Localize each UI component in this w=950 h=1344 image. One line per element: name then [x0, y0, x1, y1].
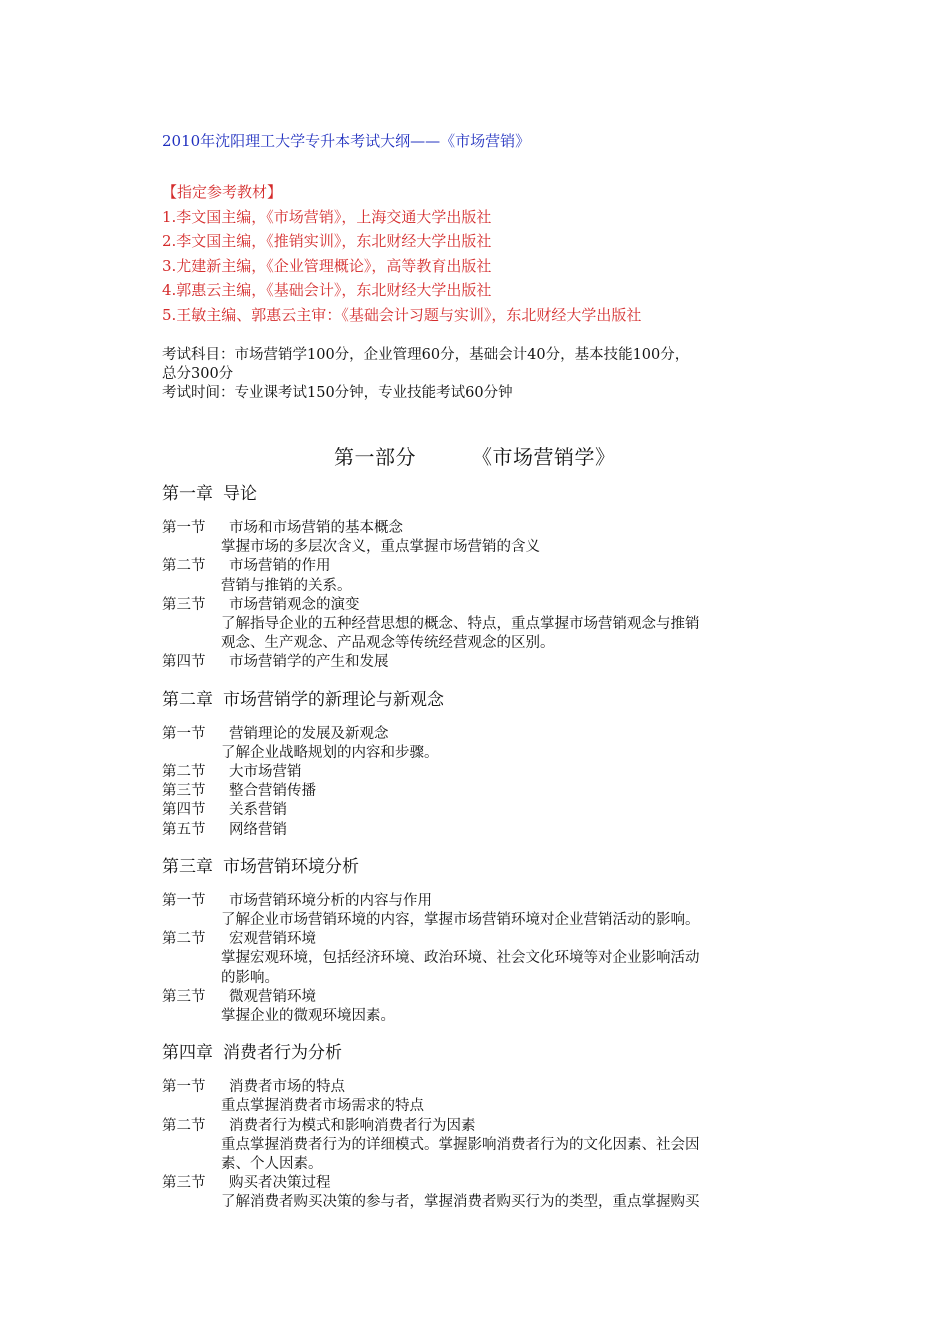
- section-description: 重点掌握消费者市场需求的特点: [221, 1098, 424, 1115]
- section-title: 市场营销的作用: [229, 558, 331, 575]
- section-description: 营销与推销的关系。: [221, 577, 352, 594]
- section-title: 大市场营销: [229, 764, 302, 781]
- section-list: [162, 892, 802, 1026]
- document-title: 2010年沈阳理工大学专升本考试大纲——《市场营销》: [162, 132, 531, 150]
- section-description: 掌握市场的多层次含义，重点掌握市场营销的含义: [221, 539, 540, 556]
- section-number: 第二节: [162, 931, 206, 948]
- section-row: [162, 782, 802, 801]
- reference-item: 4.郭惠云主编，《基础会计》，东北财经大学出版社: [162, 281, 492, 299]
- section-row: [162, 1174, 802, 1193]
- chapter-number: 第四章: [162, 1043, 213, 1064]
- section-title: 整合营销传播: [229, 783, 316, 800]
- section-number: 第三节: [162, 988, 206, 1005]
- reference-item: 3.尤建新主编，《企业管理概论》，高等教育出版社: [162, 256, 492, 275]
- section-title: 关系营销: [229, 802, 287, 819]
- section-title: 网络营销: [229, 821, 287, 838]
- section-row: [162, 892, 802, 911]
- reference-item: 2.李文国主编，《推销实训》，东北财经大学出版社: [162, 232, 492, 250]
- reference-item: 1.李文国主编，《市场营销》，上海交通大学出版社: [162, 207, 492, 226]
- section-row: [162, 519, 802, 538]
- section-number: 第一节: [162, 1079, 206, 1096]
- section-title: 购买者决策过程: [229, 1175, 331, 1192]
- section-number: 第二节: [162, 558, 206, 575]
- chapter-title: 导论: [223, 484, 257, 504]
- section-row: [162, 930, 802, 949]
- chapter-block: [162, 690, 802, 840]
- section-title: 市场和市场营销的基本概念: [229, 520, 403, 536]
- section-number: 第一节: [162, 520, 206, 536]
- chapter-title: 市场营销环境分析: [223, 856, 359, 877]
- section-title: 市场营销观念的演变: [229, 596, 360, 613]
- section-description: 掌握宏观环境，包括经济环境、政治环境、社会文化环境等对企业影响活动: [221, 950, 700, 967]
- section-number: 第一节: [162, 892, 206, 909]
- section-description: 了解企业战略规划的内容和步骤。: [221, 744, 439, 761]
- section-row: [162, 801, 802, 820]
- part-heading: [334, 441, 616, 470]
- section-number: 第三节: [162, 783, 206, 800]
- section-row: [162, 988, 802, 1007]
- section-row: [162, 763, 802, 782]
- section-description: 了解企业市场营销环境的内容，掌握市场营销环境对企业营销活动的影响。: [221, 912, 700, 929]
- section-number: 第二节: [162, 764, 206, 781]
- section-row: [162, 821, 802, 840]
- chapter-heading: [162, 484, 802, 504]
- chapter-number: 第三章: [162, 856, 213, 877]
- section-description: 了解指导企业的五种经营思想的概念、特点，重点掌握市场营销观念与推销: [221, 616, 700, 633]
- syllabus-content: [162, 484, 802, 1230]
- section-number: 第四节: [162, 802, 206, 819]
- part-label: 第一部分: [334, 445, 416, 469]
- section-title: 消费者行为模式和影响消费者行为因素: [229, 1117, 476, 1134]
- chapter-number: 第一章: [162, 484, 213, 504]
- chapter-heading: [162, 690, 802, 710]
- section-number: 第二节: [162, 1117, 206, 1134]
- chapter-heading: [162, 1043, 802, 1063]
- section-title: 消费者市场的特点: [229, 1079, 345, 1096]
- section-number: 第三节: [162, 1175, 206, 1192]
- chapter-block: [162, 857, 802, 1026]
- section-list: [162, 1078, 802, 1212]
- section-number: 第五节: [162, 821, 206, 838]
- section-number: 第一节: [162, 725, 206, 742]
- section-description: 观念、生产观念、产品观念等传统经营观念的区别。: [221, 635, 555, 652]
- exam-subjects-line: 考试科目：市场营销学100分，企业管理60分，基础会计40分，基本技能100分，: [162, 347, 690, 363]
- section-row: [162, 653, 802, 672]
- section-row: [162, 557, 802, 576]
- section-description: 重点掌握消费者行为的详细模式。掌握影响消费者行为的文化因素、社会因: [221, 1136, 700, 1153]
- section-title: 营销理论的发展及新观念: [229, 725, 389, 742]
- section-row: [162, 1117, 802, 1136]
- exam-total-line: 总分300分: [162, 366, 234, 382]
- chapter-title: 市场营销学的新理论与新观念: [223, 689, 444, 710]
- exam-time-line: 考试时间：专业课考试150分钟，专业技能考试60分钟: [162, 385, 513, 401]
- section-number: 第三节: [162, 596, 206, 613]
- section-number: 第四节: [162, 654, 206, 671]
- section-row: [162, 725, 802, 744]
- part-name: 《市场营销学》: [472, 445, 616, 469]
- chapter-heading: [162, 857, 802, 877]
- chapter-block: [162, 1043, 802, 1212]
- section-title: 市场营销环境分析的内容与作用: [229, 892, 432, 909]
- chapter-block: [162, 484, 802, 673]
- chapter-title: 消费者行为分析: [223, 1043, 342, 1064]
- section-row: [162, 1078, 802, 1097]
- reference-list: [162, 180, 641, 327]
- section-title: 市场营销学的产生和发展: [229, 654, 389, 671]
- section-list: [162, 725, 802, 840]
- section-list: [162, 519, 802, 673]
- section-row: [162, 596, 802, 615]
- section-description: 了解消费者购买决策的参与者，掌握消费者购买行为的类型，重点掌握购买: [221, 1194, 700, 1211]
- section-description: 掌握企业的微观环境因素。: [221, 1008, 395, 1025]
- section-title: 宏观营销环境: [229, 931, 316, 948]
- exam-info: [162, 346, 802, 403]
- section-description: 素、个人因素。: [221, 1156, 323, 1173]
- chapter-number: 第二章: [162, 689, 213, 710]
- section-description: 的影响。: [221, 969, 279, 986]
- reference-item: 5.王敏主编、郭惠云主审：《基础会计习题与实训》，东北财经大学出版社: [162, 305, 642, 324]
- section-title: 微观营销环境: [229, 988, 316, 1005]
- reference-heading: 【指定参考教材】: [162, 183, 283, 201]
